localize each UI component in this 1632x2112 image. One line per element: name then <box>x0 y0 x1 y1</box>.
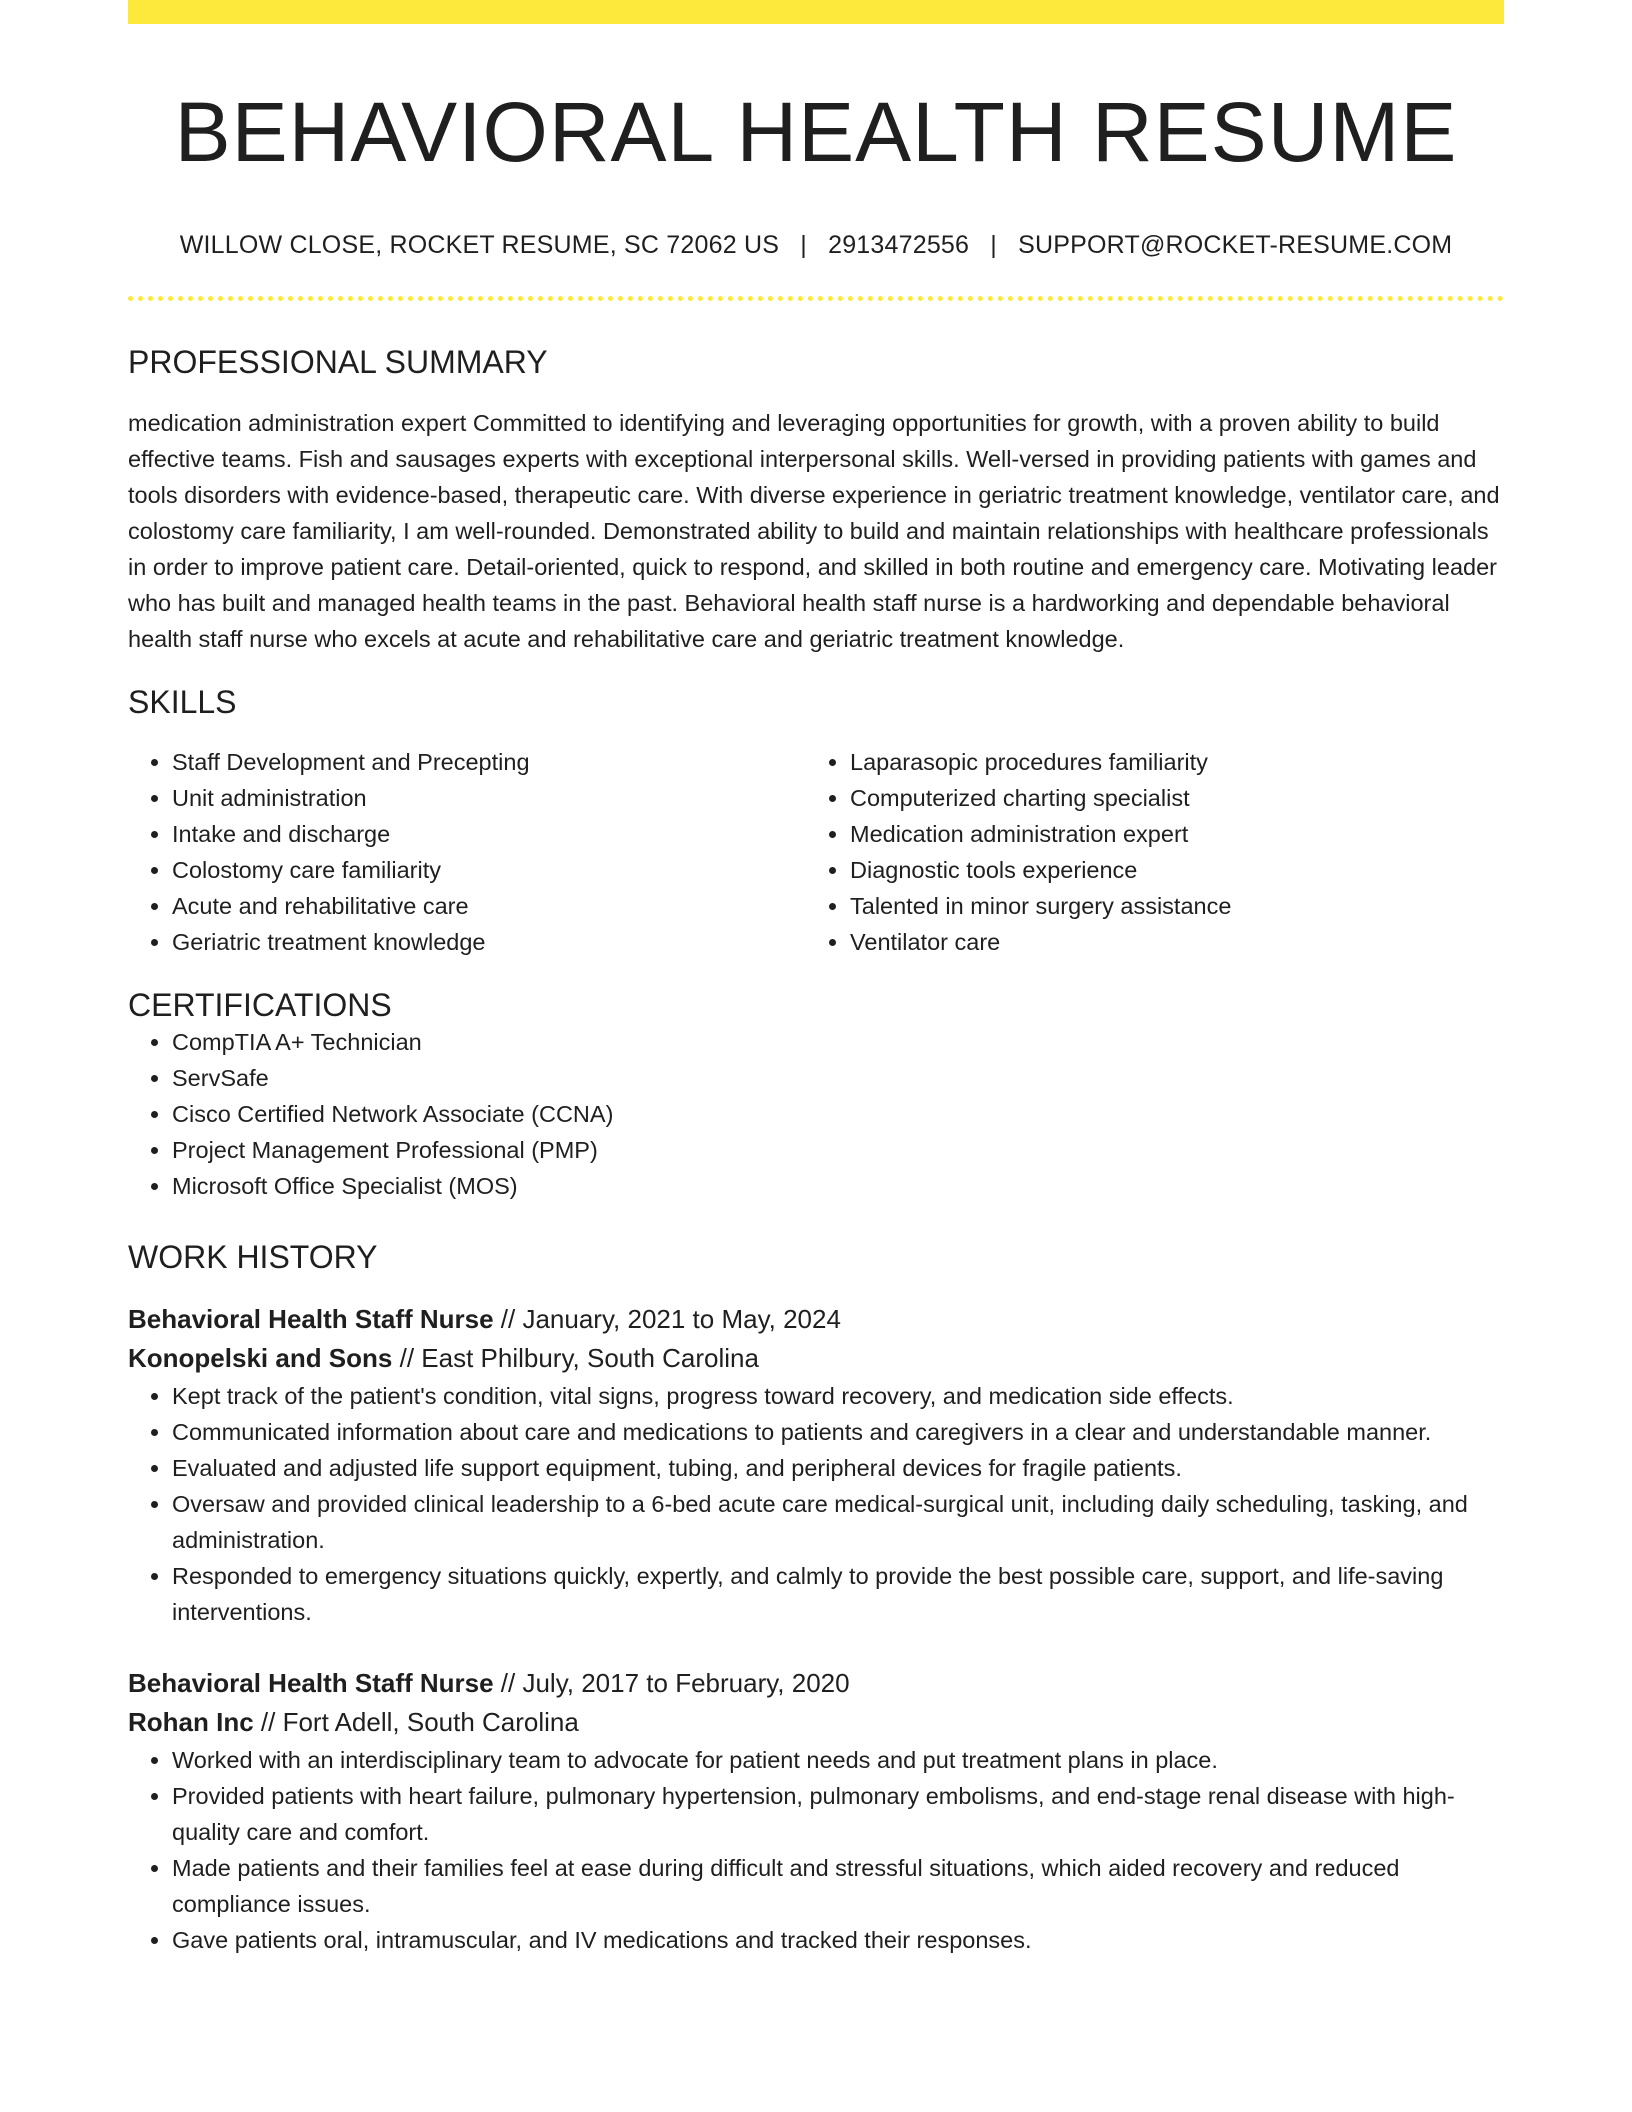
certification-item: • Microsoft Office Specialist (MOS) <box>172 1168 1504 1204</box>
job-dates: // January, 2021 to May, 2024 <box>500 1304 841 1335</box>
skills-list-left <box>128 744 806 960</box>
accent-top-bar <box>128 0 1504 24</box>
skill-item: • Talented in minor surgery assistance <box>850 888 1484 924</box>
skills-column-right <box>806 744 1484 960</box>
job-dates: // July, 2017 to February, 2020 <box>500 1668 850 1699</box>
skill-item: • Colostomy care familiarity <box>172 852 806 888</box>
job-title: Behavioral Health Staff Nurse <box>128 1304 494 1335</box>
skill-item: • Diagnostic tools experience <box>850 852 1484 888</box>
skill-item: • Intake and discharge <box>172 816 806 852</box>
skill-item: • Ventilator care <box>850 924 1484 960</box>
job-company: Rohan Inc <box>128 1707 254 1738</box>
summary-text: medication administration expert Committed to identifying and leveraging opportunities for growth, with a proven ability to build effective teams. Fish and sausages experts with exceptional interpersonal skills. Well-versed in providing patients with games and tools disorders with evidence-based, therapeutic care. With diverse experience in geriatric treatment knowledge, ventilator care, and colostomy care familiarity, I am well-rounded. Demonstrated ability to build and maintain relationships with healthcare professionals in order to improve patient care. Detail-oriented, quick to respond, and skilled in both routine and emergency care. Motivating leader who has built and managed health teams in the past. Behavioral health staff nurse is a hardworking and dependable behavioral health staff nurse who excels at acute and rehabilitative care and geriatric treatment knowledge. <box>128 410 1500 653</box>
job-location: // East Philbury, South Carolina <box>399 1343 759 1374</box>
contact-phone: 2913472556 <box>828 230 970 259</box>
job-duty: • Kept track of the patient's condition, vital signs, progress toward recovery, and medication side effects. <box>172 1378 1504 1414</box>
contact-separator: | <box>990 230 997 259</box>
skill-item: • Computerized charting specialist <box>850 780 1484 816</box>
contact-address: WILLOW CLOSE, ROCKET RESUME, SC 72062 US <box>179 230 780 259</box>
certification-item: • Cisco Certified Network Associate (CCNA) <box>172 1096 1504 1132</box>
contact-separator: | <box>800 230 807 259</box>
skills-list-right <box>806 744 1484 960</box>
job-duty: • Evaluated and adjusted life support equipment, tubing, and peripheral devices for fragile patients. <box>172 1450 1504 1486</box>
job-duty: • Gave patients oral, intramuscular, and IV medications and tracked their responses. <box>172 1922 1504 1958</box>
job-title: Behavioral Health Staff Nurse <box>128 1668 494 1699</box>
skill-item: • Geriatric treatment knowledge <box>172 924 806 960</box>
skill-item: • Acute and rehabilitative care <box>172 888 806 924</box>
job-company-line <box>128 1339 1504 1378</box>
job-entry <box>128 1300 1504 1630</box>
work-history-heading: WORK HISTORY <box>128 1238 378 1275</box>
certification-item: • Project Management Professional (PMP) <box>172 1132 1504 1168</box>
certification-item: • ServSafe <box>172 1060 1504 1096</box>
skill-item: • Laparasopic procedures familiarity <box>850 744 1484 780</box>
skills-heading: SKILLS <box>128 684 237 721</box>
resume-page <box>128 0 1504 1958</box>
job-duty: • Communicated information about care and medications to patients and caregivers in a clear and understandable manner. <box>172 1414 1504 1450</box>
skill-item: • Staff Development and Precepting <box>172 744 806 780</box>
job-duty: • Provided patients with heart failure, pulmonary hypertension, pulmonary embolisms, and end-stage renal disease with high-quality care and comfort. <box>172 1778 1504 1850</box>
job-company-line <box>128 1703 1504 1742</box>
job-duty: • Made patients and their families feel at ease during difficult and stressful situations, which aided recovery and reduced compliance issues. <box>172 1850 1504 1922</box>
job-duty: • Worked with an interdisciplinary team to advocate for patient needs and put treatment plans in place. <box>172 1742 1504 1778</box>
certification-item: • CompTIA A+ Technician <box>172 1024 1504 1060</box>
job-company: Konopelski and Sons <box>128 1343 393 1374</box>
job-duties-list <box>128 1378 1504 1630</box>
certifications-list <box>128 1024 1504 1204</box>
dotted-divider <box>128 296 1504 301</box>
job-duties-list <box>128 1742 1504 1958</box>
resume-title: BEHAVIORAL HEALTH RESUME <box>174 85 1458 179</box>
summary-heading: PROFESSIONAL SUMMARY <box>128 343 548 380</box>
contact-line <box>128 231 1504 260</box>
job-title-line <box>128 1664 1504 1703</box>
job-entry <box>128 1664 1504 1958</box>
certifications-heading: CERTIFICATIONS <box>128 986 392 1023</box>
skills-grid <box>128 744 1504 960</box>
contact-email: SUPPORT@ROCKET-RESUME.COM <box>1018 230 1453 259</box>
skill-item: • Unit administration <box>172 780 806 816</box>
job-duty: • Responded to emergency situations quickly, expertly, and calmly to provide the best possible care, support, and life-saving interventions. <box>172 1558 1504 1630</box>
job-location: // Fort Adell, South Carolina <box>260 1707 579 1738</box>
skill-item: • Medication administration expert <box>850 816 1484 852</box>
skills-column-left <box>128 744 806 960</box>
job-duty: • Oversaw and provided clinical leadership to a 6-bed acute care medical-surgical unit, including daily scheduling, tasking, and administration. <box>172 1486 1504 1558</box>
job-title-line <box>128 1300 1504 1339</box>
